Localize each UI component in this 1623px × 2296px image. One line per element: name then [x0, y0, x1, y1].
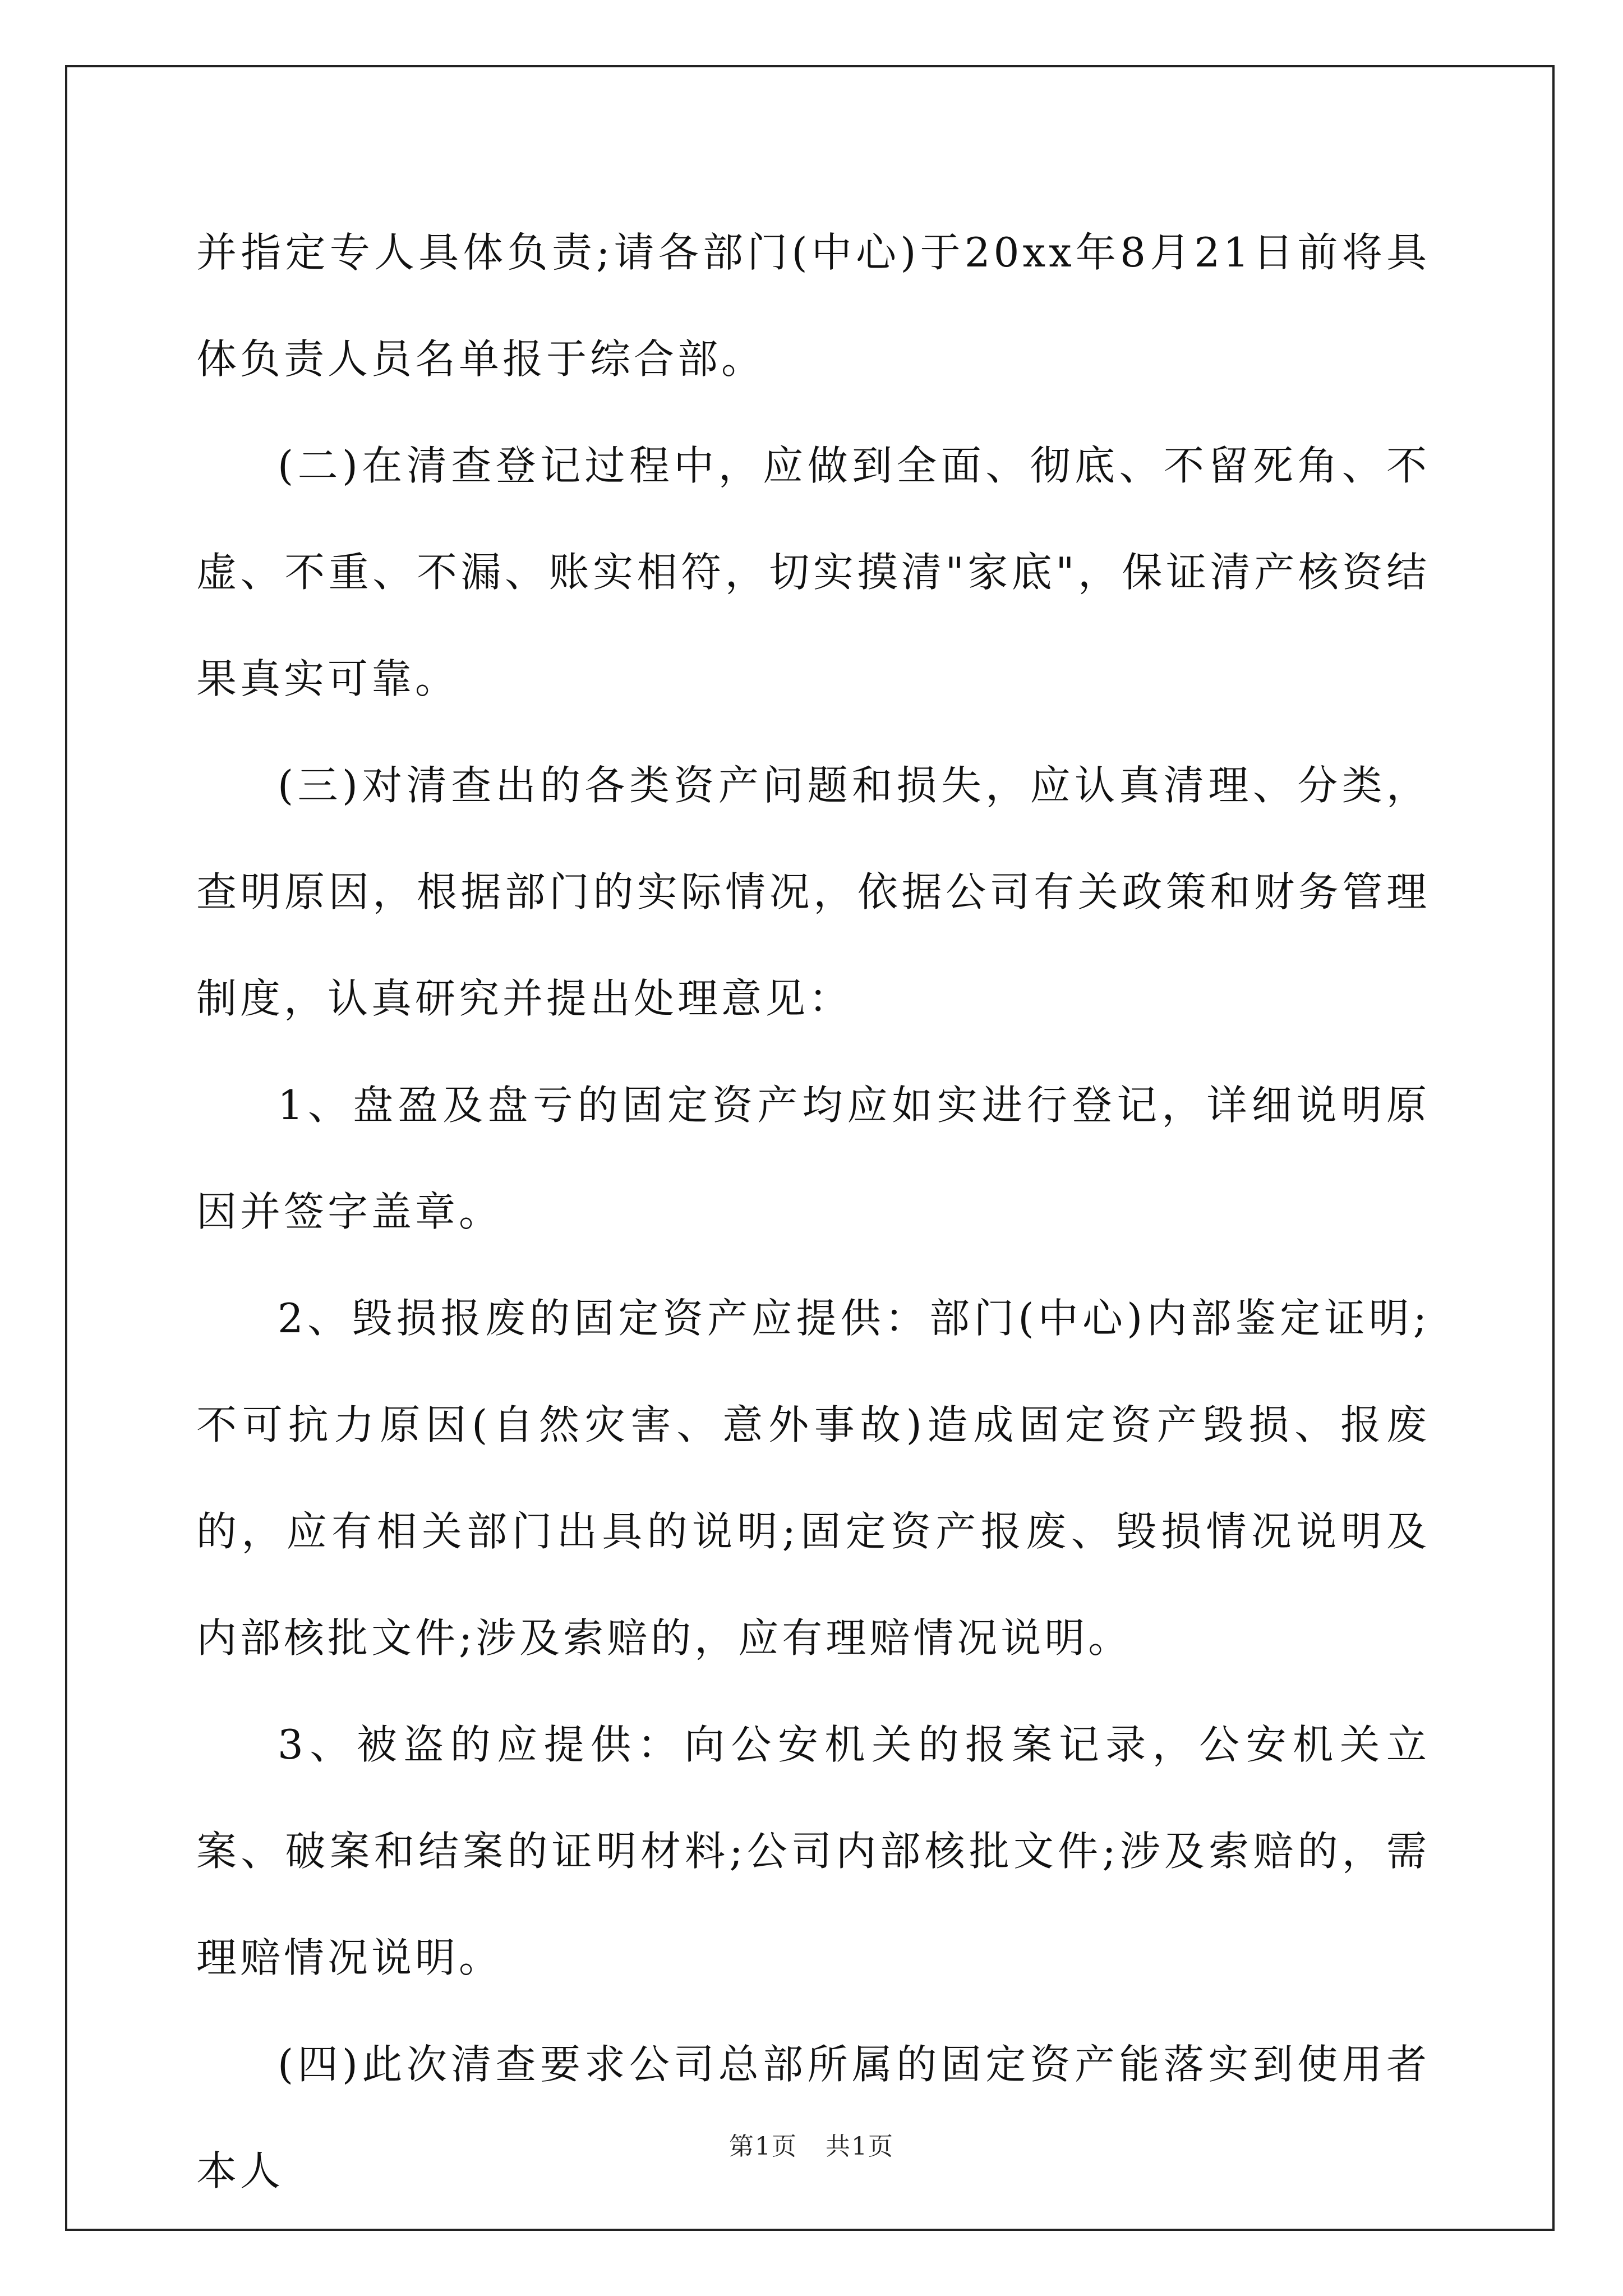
page-footer — [0, 2126, 1623, 2162]
paragraph-4: 1、盘盈及盘亏的固定资产均应如实进行登记，详细说明原因并签字盖章。 — [196, 1082, 1430, 1235]
paragraph-5: 2、毁损报废的固定资产应提供：部门(中心)内部鉴定证明;不可抗力原因(自然灾害、意外事故)造成固定资产毁损、报废的，应有相关部门出具的说明;固定资产报废、毁损情况说明及内部核批文件;涉及索赔的，应有理赔情况说明。 — [196, 1295, 1430, 1662]
paragraph-7: (四)此次清查要求公司总部所属的固定资产能落实到使用者本人 — [196, 2041, 1430, 2194]
paragraph-3: (三)对清查出的各类资产问题和损失，应认真清理、分类，查明原因，根据部门的实际情况，依据公司有关政策和财务管理制度，认真研究并提出处理意见： — [196, 762, 1430, 1022]
document-body — [196, 199, 1430, 2224]
paragraph-2: (二)在清查登记过程中，应做到全面、彻底、不留死角、不虚、不重、不漏、账实相符，切实摸清"家底"，保证清产核资结果真实可靠。 — [196, 442, 1430, 702]
paragraph-1: 并指定专人具体负责;请各部门(中心)于20xx年8月21日前将具体负责人员名单报于综合部。 — [196, 229, 1430, 383]
page-number: 第1页 — [729, 2132, 797, 2161]
page-total: 共1页 — [826, 2132, 894, 2161]
paragraph-6: 3、被盗的应提供：向公安机关的报案记录，公安机关立案、破案和结案的证明材料;公司内部核批文件;涉及索赔的，需理赔情况说明。 — [196, 1721, 1430, 1981]
